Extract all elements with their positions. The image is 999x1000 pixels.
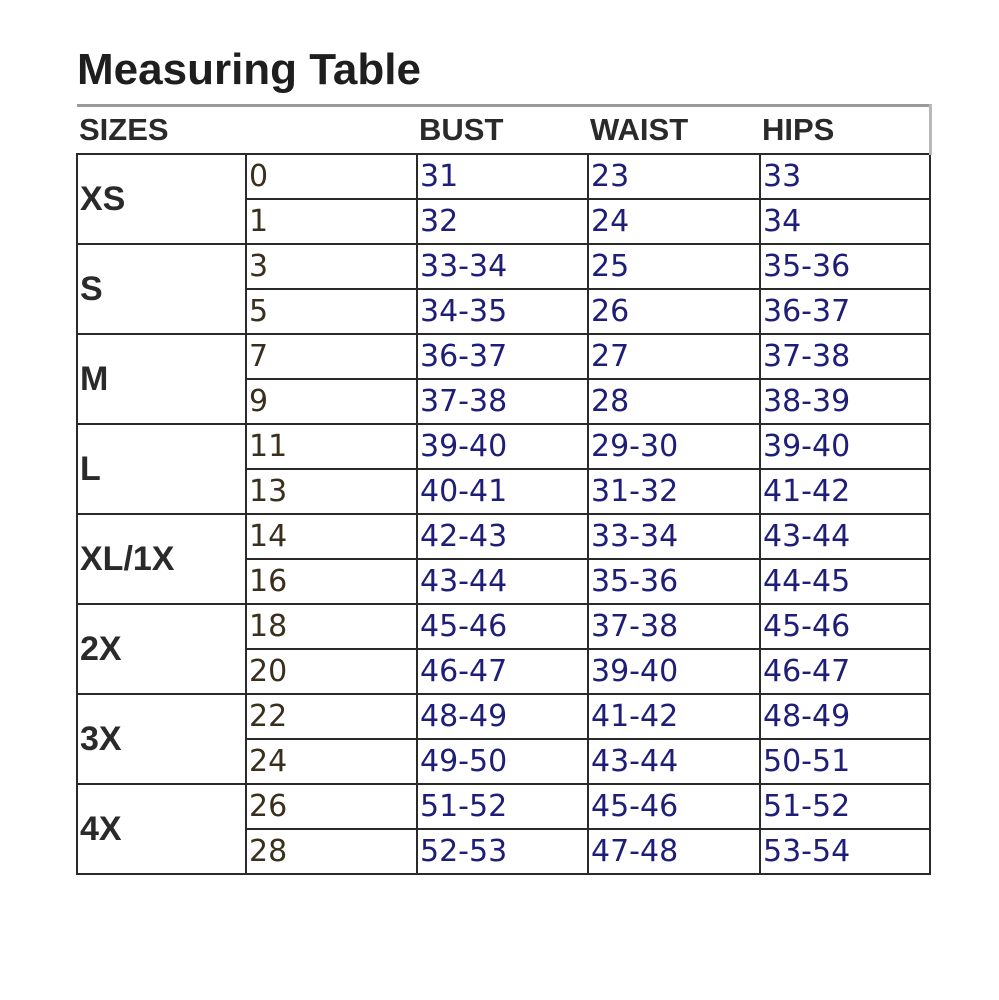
size-label: 4X <box>77 784 246 874</box>
hips-cell: 34 <box>760 199 930 244</box>
size-number-cell: 18 <box>246 604 417 649</box>
hips-cell: 48-49 <box>760 694 930 739</box>
size-number-cell: 14 <box>246 514 417 559</box>
table-row <box>77 694 930 739</box>
size-label: XS <box>77 154 246 244</box>
bust-cell: 51-52 <box>417 784 588 829</box>
bust-cell: 45-46 <box>417 604 588 649</box>
hips-cell: 38-39 <box>760 379 930 424</box>
hips-cell: 41-42 <box>760 469 930 514</box>
waist-cell: 28 <box>588 379 760 424</box>
hips-cell: 45-46 <box>760 604 930 649</box>
size-number-cell: 22 <box>246 694 417 739</box>
header-row <box>77 106 930 155</box>
size-number-cell: 0 <box>246 154 417 199</box>
waist-cell: 43-44 <box>588 739 760 784</box>
waist-cell: 41-42 <box>588 694 760 739</box>
table-row <box>77 334 930 379</box>
table-row <box>77 784 930 829</box>
bust-cell: 33-34 <box>417 244 588 289</box>
table-row <box>77 604 930 649</box>
size-label: S <box>77 244 246 334</box>
bust-cell: 36-37 <box>417 334 588 379</box>
waist-cell: 45-46 <box>588 784 760 829</box>
size-number-cell: 28 <box>246 829 417 874</box>
hips-cell: 37-38 <box>760 334 930 379</box>
table-body <box>77 154 930 874</box>
waist-cell: 35-36 <box>588 559 760 604</box>
page-title: Measuring Table <box>77 45 421 94</box>
header-waist: WAIST <box>588 106 760 155</box>
size-label: M <box>77 334 246 424</box>
hips-cell: 46-47 <box>760 649 930 694</box>
waist-cell: 26 <box>588 289 760 334</box>
header-bust: BUST <box>417 106 588 155</box>
header-sizes: SIZES <box>77 106 246 155</box>
bust-cell: 49-50 <box>417 739 588 784</box>
bust-cell: 48-49 <box>417 694 588 739</box>
size-number-cell: 9 <box>246 379 417 424</box>
size-number-cell: 13 <box>246 469 417 514</box>
hips-cell: 39-40 <box>760 424 930 469</box>
waist-cell: 39-40 <box>588 649 760 694</box>
size-number-cell: 26 <box>246 784 417 829</box>
size-number-cell: 11 <box>246 424 417 469</box>
size-number-cell: 16 <box>246 559 417 604</box>
size-number-cell: 24 <box>246 739 417 784</box>
size-label: 2X <box>77 604 246 694</box>
table-row <box>77 424 930 469</box>
hips-cell: 43-44 <box>760 514 930 559</box>
hips-cell: 35-36 <box>760 244 930 289</box>
size-label: XL/1X <box>77 514 246 604</box>
hips-cell: 51-52 <box>760 784 930 829</box>
bust-cell: 37-38 <box>417 379 588 424</box>
size-label: L <box>77 424 246 514</box>
bust-cell: 46-47 <box>417 649 588 694</box>
header-hips: HIPS <box>760 106 930 155</box>
waist-cell: 24 <box>588 199 760 244</box>
bust-cell: 52-53 <box>417 829 588 874</box>
measuring-table <box>76 104 932 875</box>
waist-cell: 29-30 <box>588 424 760 469</box>
table-row <box>77 514 930 559</box>
waist-cell: 33-34 <box>588 514 760 559</box>
bust-cell: 39-40 <box>417 424 588 469</box>
table-row <box>77 154 930 199</box>
hips-cell: 50-51 <box>760 739 930 784</box>
hips-cell: 36-37 <box>760 289 930 334</box>
hips-cell: 33 <box>760 154 930 199</box>
bust-cell: 42-43 <box>417 514 588 559</box>
size-number-cell: 1 <box>246 199 417 244</box>
header-blank <box>246 106 417 155</box>
size-number-cell: 3 <box>246 244 417 289</box>
waist-cell: 25 <box>588 244 760 289</box>
bust-cell: 31 <box>417 154 588 199</box>
bust-cell: 40-41 <box>417 469 588 514</box>
waist-cell: 31-32 <box>588 469 760 514</box>
waist-cell: 27 <box>588 334 760 379</box>
size-number-cell: 5 <box>246 289 417 334</box>
bust-cell: 32 <box>417 199 588 244</box>
bust-cell: 34-35 <box>417 289 588 334</box>
waist-cell: 37-38 <box>588 604 760 649</box>
waist-cell: 47-48 <box>588 829 760 874</box>
size-label: 3X <box>77 694 246 784</box>
size-number-cell: 7 <box>246 334 417 379</box>
table-row <box>77 244 930 289</box>
hips-cell: 53-54 <box>760 829 930 874</box>
size-number-cell: 20 <box>246 649 417 694</box>
bust-cell: 43-44 <box>417 559 588 604</box>
waist-cell: 23 <box>588 154 760 199</box>
hips-cell: 44-45 <box>760 559 930 604</box>
